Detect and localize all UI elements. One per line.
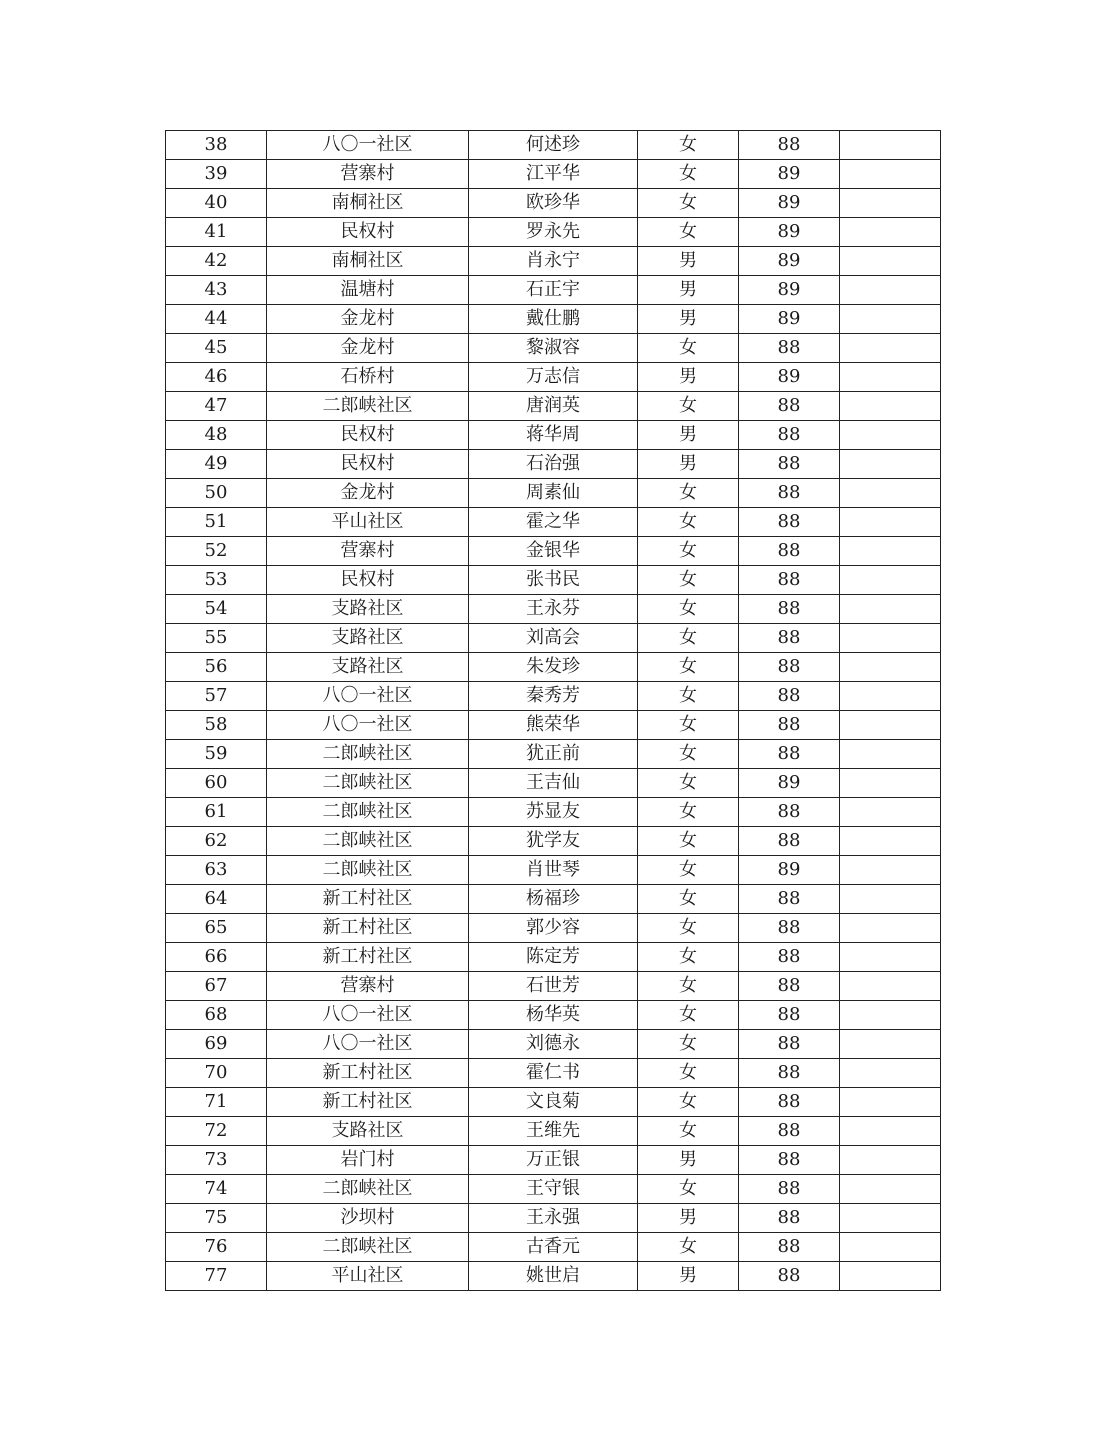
- note-cell: [840, 1059, 941, 1088]
- table-row: [166, 914, 941, 943]
- row-number-cell: 59: [166, 740, 267, 769]
- sex-cell: 女: [638, 827, 739, 856]
- row-number-cell: 58: [166, 711, 267, 740]
- person-name-cell: 杨华英: [469, 1001, 638, 1030]
- row-number-cell: 69: [166, 1030, 267, 1059]
- sex-cell: 男: [638, 247, 739, 276]
- person-name-cell: 何述珍: [469, 131, 638, 160]
- table-row: [166, 566, 941, 595]
- age-cell: 88: [739, 1262, 840, 1291]
- note-cell: [840, 1233, 941, 1262]
- note-cell: [840, 1175, 941, 1204]
- community-cell: 支路社区: [267, 624, 469, 653]
- sex-cell: 女: [638, 798, 739, 827]
- person-name-cell: 戴仕鹏: [469, 305, 638, 334]
- table-row: [166, 508, 941, 537]
- age-cell: 89: [739, 276, 840, 305]
- note-cell: [840, 856, 941, 885]
- person-name-cell: 黎淑容: [469, 334, 638, 363]
- sex-cell: 男: [638, 1262, 739, 1291]
- sex-cell: 男: [638, 1204, 739, 1233]
- table-row: [166, 798, 941, 827]
- sex-cell: 女: [638, 479, 739, 508]
- row-number-cell: 52: [166, 537, 267, 566]
- table-row: [166, 160, 941, 189]
- person-name-cell: 唐润英: [469, 392, 638, 421]
- note-cell: [840, 798, 941, 827]
- table-row: [166, 1175, 941, 1204]
- age-cell: 88: [739, 972, 840, 1001]
- community-cell: 沙坝村: [267, 1204, 469, 1233]
- row-number-cell: 75: [166, 1204, 267, 1233]
- row-number-cell: 47: [166, 392, 267, 421]
- note-cell: [840, 885, 941, 914]
- row-number-cell: 40: [166, 189, 267, 218]
- row-number-cell: 65: [166, 914, 267, 943]
- community-cell: 二郎峡社区: [267, 392, 469, 421]
- row-number-cell: 54: [166, 595, 267, 624]
- person-name-cell: 刘德永: [469, 1030, 638, 1059]
- note-cell: [840, 711, 941, 740]
- roster-table-body: [166, 131, 941, 1291]
- community-cell: 民权村: [267, 218, 469, 247]
- table-row: [166, 769, 941, 798]
- sex-cell: 女: [638, 624, 739, 653]
- person-name-cell: 苏显友: [469, 798, 638, 827]
- note-cell: [840, 769, 941, 798]
- age-cell: 88: [739, 131, 840, 160]
- community-cell: 营寨村: [267, 537, 469, 566]
- person-name-cell: 古香元: [469, 1233, 638, 1262]
- note-cell: [840, 479, 941, 508]
- sex-cell: 女: [638, 334, 739, 363]
- note-cell: [840, 1088, 941, 1117]
- note-cell: [840, 595, 941, 624]
- community-cell: 新工村社区: [267, 943, 469, 972]
- sex-cell: 女: [638, 943, 739, 972]
- row-number-cell: 76: [166, 1233, 267, 1262]
- community-cell: 八〇一社区: [267, 1030, 469, 1059]
- person-name-cell: 欧珍华: [469, 189, 638, 218]
- table-row: [166, 1204, 941, 1233]
- note-cell: [840, 566, 941, 595]
- age-cell: 88: [739, 537, 840, 566]
- table-row: [166, 189, 941, 218]
- person-name-cell: 文良菊: [469, 1088, 638, 1117]
- community-cell: 支路社区: [267, 1117, 469, 1146]
- community-cell: 民权村: [267, 421, 469, 450]
- row-number-cell: 49: [166, 450, 267, 479]
- note-cell: [840, 305, 941, 334]
- person-name-cell: 石世芳: [469, 972, 638, 1001]
- person-name-cell: 郭少容: [469, 914, 638, 943]
- community-cell: 二郎峡社区: [267, 1233, 469, 1262]
- note-cell: [840, 334, 941, 363]
- note-cell: [840, 1204, 941, 1233]
- row-number-cell: 62: [166, 827, 267, 856]
- sex-cell: 女: [638, 537, 739, 566]
- table-row: [166, 479, 941, 508]
- sex-cell: 女: [638, 682, 739, 711]
- community-cell: 南桐社区: [267, 189, 469, 218]
- row-number-cell: 70: [166, 1059, 267, 1088]
- table-row: [166, 740, 941, 769]
- sex-cell: 女: [638, 131, 739, 160]
- community-cell: 新工村社区: [267, 1059, 469, 1088]
- note-cell: [840, 827, 941, 856]
- row-number-cell: 66: [166, 943, 267, 972]
- person-name-cell: 犹正前: [469, 740, 638, 769]
- elderly-roster-table: [165, 130, 941, 1291]
- row-number-cell: 39: [166, 160, 267, 189]
- note-cell: [840, 450, 941, 479]
- age-cell: 88: [739, 914, 840, 943]
- row-number-cell: 73: [166, 1146, 267, 1175]
- note-cell: [840, 1117, 941, 1146]
- row-number-cell: 60: [166, 769, 267, 798]
- age-cell: 89: [739, 247, 840, 276]
- row-number-cell: 61: [166, 798, 267, 827]
- table-row: [166, 363, 941, 392]
- age-cell: 88: [739, 827, 840, 856]
- row-number-cell: 57: [166, 682, 267, 711]
- community-cell: 平山社区: [267, 508, 469, 537]
- row-number-cell: 50: [166, 479, 267, 508]
- sex-cell: 女: [638, 653, 739, 682]
- community-cell: 民权村: [267, 566, 469, 595]
- sex-cell: 男: [638, 1146, 739, 1175]
- age-cell: 88: [739, 1117, 840, 1146]
- note-cell: [840, 189, 941, 218]
- sex-cell: 女: [638, 856, 739, 885]
- person-name-cell: 罗永先: [469, 218, 638, 247]
- community-cell: 支路社区: [267, 653, 469, 682]
- age-cell: 88: [739, 479, 840, 508]
- table-row: [166, 1088, 941, 1117]
- person-name-cell: 霍仁书: [469, 1059, 638, 1088]
- age-cell: 88: [739, 653, 840, 682]
- table-row: [166, 972, 941, 1001]
- sex-cell: 女: [638, 160, 739, 189]
- person-name-cell: 刘高会: [469, 624, 638, 653]
- person-name-cell: 犹学友: [469, 827, 638, 856]
- age-cell: 88: [739, 595, 840, 624]
- age-cell: 89: [739, 189, 840, 218]
- age-cell: 88: [739, 450, 840, 479]
- note-cell: [840, 421, 941, 450]
- person-name-cell: 王永强: [469, 1204, 638, 1233]
- sex-cell: 女: [638, 769, 739, 798]
- community-cell: 二郎峡社区: [267, 740, 469, 769]
- table-row: [166, 827, 941, 856]
- sex-cell: 女: [638, 1233, 739, 1262]
- person-name-cell: 王永芬: [469, 595, 638, 624]
- table-row: [166, 392, 941, 421]
- table-row: [166, 537, 941, 566]
- row-number-cell: 43: [166, 276, 267, 305]
- sex-cell: 女: [638, 218, 739, 247]
- person-name-cell: 杨福珍: [469, 885, 638, 914]
- row-number-cell: 41: [166, 218, 267, 247]
- age-cell: 89: [739, 218, 840, 247]
- note-cell: [840, 1030, 941, 1059]
- community-cell: 八〇一社区: [267, 1001, 469, 1030]
- age-cell: 88: [739, 1146, 840, 1175]
- person-name-cell: 江平华: [469, 160, 638, 189]
- age-cell: 89: [739, 856, 840, 885]
- community-cell: 新工村社区: [267, 885, 469, 914]
- community-cell: 新工村社区: [267, 914, 469, 943]
- age-cell: 89: [739, 160, 840, 189]
- table-row: [166, 943, 941, 972]
- sex-cell: 女: [638, 1088, 739, 1117]
- sex-cell: 男: [638, 363, 739, 392]
- table-row: [166, 421, 941, 450]
- row-number-cell: 68: [166, 1001, 267, 1030]
- table-row: [166, 711, 941, 740]
- age-cell: 88: [739, 740, 840, 769]
- community-cell: 支路社区: [267, 595, 469, 624]
- table-row: [166, 1030, 941, 1059]
- age-cell: 88: [739, 508, 840, 537]
- age-cell: 89: [739, 363, 840, 392]
- row-number-cell: 77: [166, 1262, 267, 1291]
- person-name-cell: 张书民: [469, 566, 638, 595]
- person-name-cell: 陈定芳: [469, 943, 638, 972]
- age-cell: 88: [739, 943, 840, 972]
- age-cell: 88: [739, 624, 840, 653]
- community-cell: 民权村: [267, 450, 469, 479]
- person-name-cell: 熊荣华: [469, 711, 638, 740]
- sex-cell: 男: [638, 450, 739, 479]
- table-row: [166, 1001, 941, 1030]
- community-cell: 八〇一社区: [267, 131, 469, 160]
- table-row: [166, 595, 941, 624]
- sex-cell: 男: [638, 305, 739, 334]
- row-number-cell: 56: [166, 653, 267, 682]
- note-cell: [840, 740, 941, 769]
- person-name-cell: 万志信: [469, 363, 638, 392]
- sex-cell: 女: [638, 711, 739, 740]
- row-number-cell: 51: [166, 508, 267, 537]
- person-name-cell: 蒋华周: [469, 421, 638, 450]
- person-name-cell: 王守银: [469, 1175, 638, 1204]
- person-name-cell: 石正宇: [469, 276, 638, 305]
- table-row: [166, 682, 941, 711]
- age-cell: 88: [739, 682, 840, 711]
- age-cell: 88: [739, 566, 840, 595]
- note-cell: [840, 653, 941, 682]
- community-cell: 石桥村: [267, 363, 469, 392]
- sex-cell: 男: [638, 421, 739, 450]
- note-cell: [840, 972, 941, 1001]
- age-cell: 88: [739, 1001, 840, 1030]
- note-cell: [840, 537, 941, 566]
- community-cell: 新工村社区: [267, 1088, 469, 1117]
- table-row: [166, 624, 941, 653]
- table-row: [166, 131, 941, 160]
- community-cell: 平山社区: [267, 1262, 469, 1291]
- sex-cell: 女: [638, 1059, 739, 1088]
- sex-cell: 女: [638, 740, 739, 769]
- age-cell: 88: [739, 421, 840, 450]
- note-cell: [840, 1262, 941, 1291]
- note-cell: [840, 363, 941, 392]
- row-number-cell: 46: [166, 363, 267, 392]
- person-name-cell: 肖永宁: [469, 247, 638, 276]
- row-number-cell: 48: [166, 421, 267, 450]
- age-cell: 89: [739, 305, 840, 334]
- community-cell: 二郎峡社区: [267, 827, 469, 856]
- sex-cell: 女: [638, 1001, 739, 1030]
- sex-cell: 女: [638, 1117, 739, 1146]
- row-number-cell: 45: [166, 334, 267, 363]
- note-cell: [840, 508, 941, 537]
- row-number-cell: 55: [166, 624, 267, 653]
- note-cell: [840, 247, 941, 276]
- person-name-cell: 秦秀芳: [469, 682, 638, 711]
- person-name-cell: 朱发珍: [469, 653, 638, 682]
- community-cell: 温塘村: [267, 276, 469, 305]
- table-row: [166, 218, 941, 247]
- age-cell: 88: [739, 334, 840, 363]
- note-cell: [840, 276, 941, 305]
- person-name-cell: 姚世启: [469, 1262, 638, 1291]
- sex-cell: 女: [638, 566, 739, 595]
- note-cell: [840, 1001, 941, 1030]
- person-name-cell: 万正银: [469, 1146, 638, 1175]
- row-number-cell: 63: [166, 856, 267, 885]
- community-cell: 金龙村: [267, 479, 469, 508]
- community-cell: 八〇一社区: [267, 682, 469, 711]
- age-cell: 89: [739, 769, 840, 798]
- table-row: [166, 334, 941, 363]
- row-number-cell: 42: [166, 247, 267, 276]
- sex-cell: 女: [638, 508, 739, 537]
- table-row: [166, 1059, 941, 1088]
- community-cell: 营寨村: [267, 160, 469, 189]
- row-number-cell: 74: [166, 1175, 267, 1204]
- table-row: [166, 305, 941, 334]
- row-number-cell: 67: [166, 972, 267, 1001]
- table-row: [166, 1262, 941, 1291]
- note-cell: [840, 914, 941, 943]
- row-number-cell: 72: [166, 1117, 267, 1146]
- community-cell: 岩门村: [267, 1146, 469, 1175]
- age-cell: 88: [739, 1204, 840, 1233]
- community-cell: 八〇一社区: [267, 711, 469, 740]
- table-row: [166, 856, 941, 885]
- note-cell: [840, 131, 941, 160]
- community-cell: 二郎峡社区: [267, 798, 469, 827]
- person-name-cell: 霍之华: [469, 508, 638, 537]
- age-cell: 88: [739, 798, 840, 827]
- note-cell: [840, 218, 941, 247]
- table-row: [166, 885, 941, 914]
- row-number-cell: 44: [166, 305, 267, 334]
- person-name-cell: 肖世琴: [469, 856, 638, 885]
- note-cell: [840, 624, 941, 653]
- table-row: [166, 1233, 941, 1262]
- note-cell: [840, 682, 941, 711]
- table-row: [166, 1117, 941, 1146]
- row-number-cell: 38: [166, 131, 267, 160]
- person-name-cell: 金银华: [469, 537, 638, 566]
- community-cell: 营寨村: [267, 972, 469, 1001]
- age-cell: 88: [739, 1175, 840, 1204]
- age-cell: 88: [739, 885, 840, 914]
- sex-cell: 女: [638, 595, 739, 624]
- sex-cell: 女: [638, 885, 739, 914]
- note-cell: [840, 943, 941, 972]
- note-cell: [840, 1146, 941, 1175]
- sex-cell: 女: [638, 1030, 739, 1059]
- person-name-cell: 王吉仙: [469, 769, 638, 798]
- row-number-cell: 71: [166, 1088, 267, 1117]
- person-name-cell: 石治强: [469, 450, 638, 479]
- sex-cell: 女: [638, 972, 739, 1001]
- person-name-cell: 王维先: [469, 1117, 638, 1146]
- age-cell: 88: [739, 1030, 840, 1059]
- note-cell: [840, 392, 941, 421]
- age-cell: 88: [739, 1233, 840, 1262]
- row-number-cell: 53: [166, 566, 267, 595]
- sex-cell: 男: [638, 276, 739, 305]
- table-row: [166, 276, 941, 305]
- table-row: [166, 653, 941, 682]
- age-cell: 88: [739, 392, 840, 421]
- note-cell: [840, 160, 941, 189]
- table-row: [166, 247, 941, 276]
- community-cell: 二郎峡社区: [267, 856, 469, 885]
- community-cell: 二郎峡社区: [267, 1175, 469, 1204]
- age-cell: 88: [739, 711, 840, 740]
- age-cell: 88: [739, 1088, 840, 1117]
- sex-cell: 女: [638, 189, 739, 218]
- sex-cell: 女: [638, 914, 739, 943]
- row-number-cell: 64: [166, 885, 267, 914]
- sex-cell: 女: [638, 1175, 739, 1204]
- community-cell: 金龙村: [267, 334, 469, 363]
- community-cell: 二郎峡社区: [267, 769, 469, 798]
- table-row: [166, 450, 941, 479]
- community-cell: 南桐社区: [267, 247, 469, 276]
- community-cell: 金龙村: [267, 305, 469, 334]
- person-name-cell: 周素仙: [469, 479, 638, 508]
- age-cell: 88: [739, 1059, 840, 1088]
- sex-cell: 女: [638, 392, 739, 421]
- table-row: [166, 1146, 941, 1175]
